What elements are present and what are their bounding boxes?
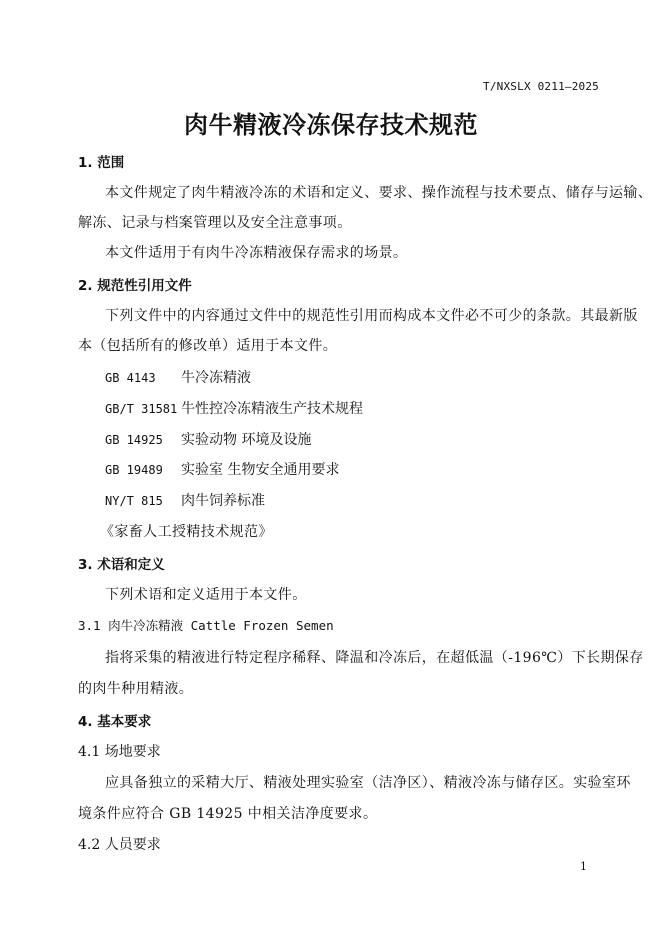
- section-1-heading: 1. 范围: [78, 155, 125, 171]
- term-definition-line-1: 指将采集的精液进行特定程序稀释、降温和冷冻后，在超低温（-196℃）下长期保存: [105, 650, 644, 666]
- subsection-4-2-heading: 4.2 人员要求: [78, 837, 161, 853]
- subsection-4-1-line-2: 境条件应符合 GB 14925 中相关洁净度要求。: [78, 806, 378, 822]
- subsection-4-1-line-1: 应具备独立的采精大厅、精液处理实验室（洁净区）、精液冷冻与储存区。实验室环: [105, 775, 631, 791]
- standard-code: T/NXSLX 0211—2025: [483, 80, 599, 93]
- reference-name: 实验室 生物安全通用要求: [181, 462, 340, 478]
- reference-name: 肉牛饲养标准: [181, 493, 265, 509]
- section-3-heading: 3. 术语和定义: [78, 557, 165, 573]
- reference-name: 实验动物 环境及设施: [181, 432, 312, 448]
- section-2-paragraph-line-1: 下列文件中的内容通过文件中的规范性引用而构成本文件必不可少的条款。其最新版: [105, 308, 638, 324]
- reference-code: GB 4143: [105, 371, 156, 385]
- reference-book: 《家畜人工授精技术规范》: [100, 524, 273, 540]
- reference-item: [105, 490, 265, 510]
- section-1-paragraph-1-line-1: 本文件规定了肉牛精液冷冻的术语和定义、要求、操作流程与技术要点、储存与运输、: [105, 185, 653, 201]
- section-4-heading: 4. 基本要求: [78, 714, 152, 730]
- section-1-paragraph-1-line-2: 解冻、记录与档案管理以及安全注意事项。: [78, 215, 352, 231]
- reference-item: [105, 398, 363, 418]
- reference-item: [105, 429, 311, 449]
- section-1-paragraph-2: 本文件适用于有肉牛冷冻精液保存需求的场景。: [105, 245, 408, 261]
- section-2-heading: 2. 规范性引用文件: [78, 278, 192, 294]
- reference-item: [105, 459, 339, 479]
- reference-name: 牛性控冷冻精液生产技术规程: [181, 401, 363, 417]
- reference-code: GB 19489: [105, 463, 163, 477]
- reference-item: [105, 367, 251, 387]
- document-title: 肉牛精液冷冻保存技术规范: [184, 111, 478, 139]
- reference-code: GB 14925: [105, 433, 163, 447]
- term-definition-line-2: 的肉牛种用精液。: [78, 681, 194, 697]
- term-3-1: 3.1 肉牛冷冻精液 Cattle Frozen Semen: [78, 618, 334, 633]
- reference-name: 牛冷冻精液: [181, 370, 251, 386]
- section-2-paragraph-line-2: 本（包括所有的修改单）适用于本文件。: [78, 338, 338, 354]
- section-3-intro: 下列术语和定义适用于本文件。: [105, 587, 307, 603]
- reference-code: GB/T 31581: [105, 402, 178, 416]
- page-number: 1: [580, 860, 587, 873]
- reference-code: NY/T 815: [105, 494, 163, 508]
- subsection-4-1-heading: 4.1 场地要求: [78, 744, 161, 760]
